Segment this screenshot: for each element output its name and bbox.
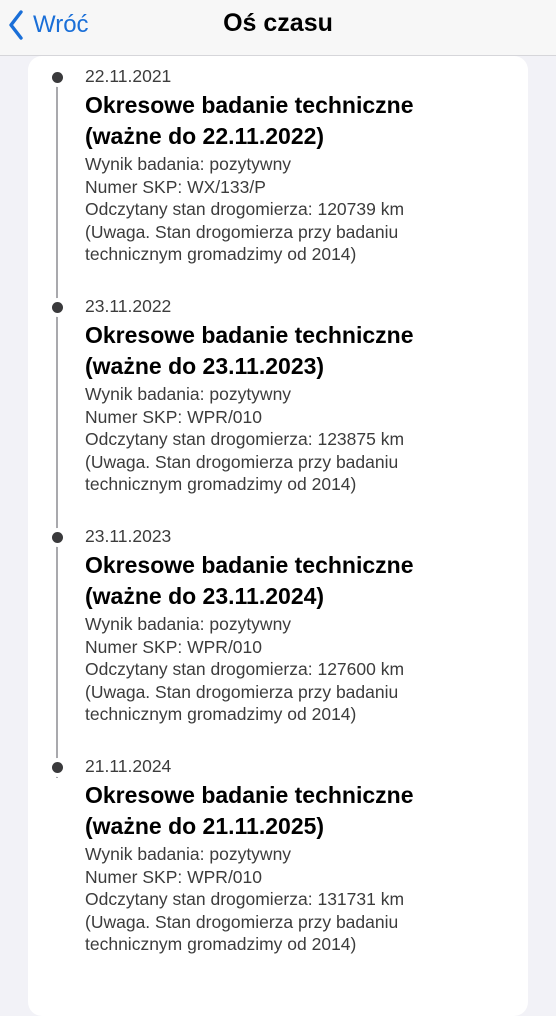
detail-odometer: Odczytany stan drogomierza: 127600 km (85, 659, 405, 679)
entry-details (85, 153, 404, 266)
timeline-card (28, 56, 528, 1016)
entry-date: 23.11.2023 (85, 526, 172, 546)
detail-note: (Uwaga. Stan drogomierza przy badaniu (85, 451, 399, 472)
entry-title-line: Okresowe badanie techniczne (85, 782, 414, 808)
detail-skp-number: Numer SKP: WX/133/P (85, 176, 266, 197)
detail-skp-number: Numer SKP: WPR/010 (85, 406, 262, 427)
detail-odometer: Odczytany stan drogomierza: 120739 km (85, 199, 405, 219)
entry-title (85, 320, 414, 382)
entry-title (85, 550, 414, 612)
entry-date: 22.11.2021 (85, 66, 172, 86)
detail-note: technicznym gromadzimy od 2014) (85, 934, 357, 954)
entry-title-line: Okresowe badanie techniczne (85, 322, 414, 348)
back-label: Wróć (33, 11, 89, 38)
detail-result: Wynik badania: pozytywny (85, 844, 292, 864)
entry-title-line: (ważne do 23.11.2024) (85, 583, 325, 609)
detail-odometer: Odczytany stan drogomierza: 123875 km (85, 429, 405, 449)
timeline-line (56, 72, 58, 778)
timeline-dot (52, 302, 63, 313)
timeline-dot (52, 532, 63, 543)
entry-title-line: (ważne do 21.11.2025) (85, 813, 325, 839)
detail-skp-number: Numer SKP: WPR/010 (85, 636, 262, 657)
detail-skp-number: Numer SKP: WPR/010 (85, 866, 262, 887)
navigation-bar (0, 0, 556, 56)
entry-title (85, 90, 414, 152)
timeline-dot (52, 72, 63, 83)
detail-note: technicznym gromadzimy od 2014) (85, 474, 357, 494)
detail-result: Wynik badania: pozytywny (85, 154, 292, 174)
detail-note: technicznym gromadzimy od 2014) (85, 244, 357, 264)
page-title: Oś czasu (223, 9, 333, 37)
entry-title-line: Okresowe badanie techniczne (85, 92, 414, 118)
detail-note: (Uwaga. Stan drogomierza przy badaniu (85, 221, 399, 242)
detail-result: Wynik badania: pozytywny (85, 384, 292, 404)
entry-details (85, 613, 404, 726)
entry-title-line: Okresowe badanie techniczne (85, 552, 414, 578)
timeline-dot (52, 762, 63, 773)
detail-note: (Uwaga. Stan drogomierza przy badaniu (85, 911, 399, 932)
entry-details (85, 383, 404, 496)
detail-note: (Uwaga. Stan drogomierza przy badaniu (85, 681, 399, 702)
detail-note: technicznym gromadzimy od 2014) (85, 704, 357, 724)
entry-details (85, 843, 404, 956)
entry-date: 21.11.2024 (85, 756, 172, 776)
entry-title (85, 780, 414, 842)
entry-title-line: (ważne do 23.11.2023) (85, 353, 325, 379)
entry-title-line: (ważne do 22.11.2022) (85, 123, 325, 149)
entry-date: 23.11.2022 (85, 296, 172, 316)
detail-odometer: Odczytany stan drogomierza: 131731 km (85, 889, 405, 909)
detail-result: Wynik badania: pozytywny (85, 614, 292, 634)
